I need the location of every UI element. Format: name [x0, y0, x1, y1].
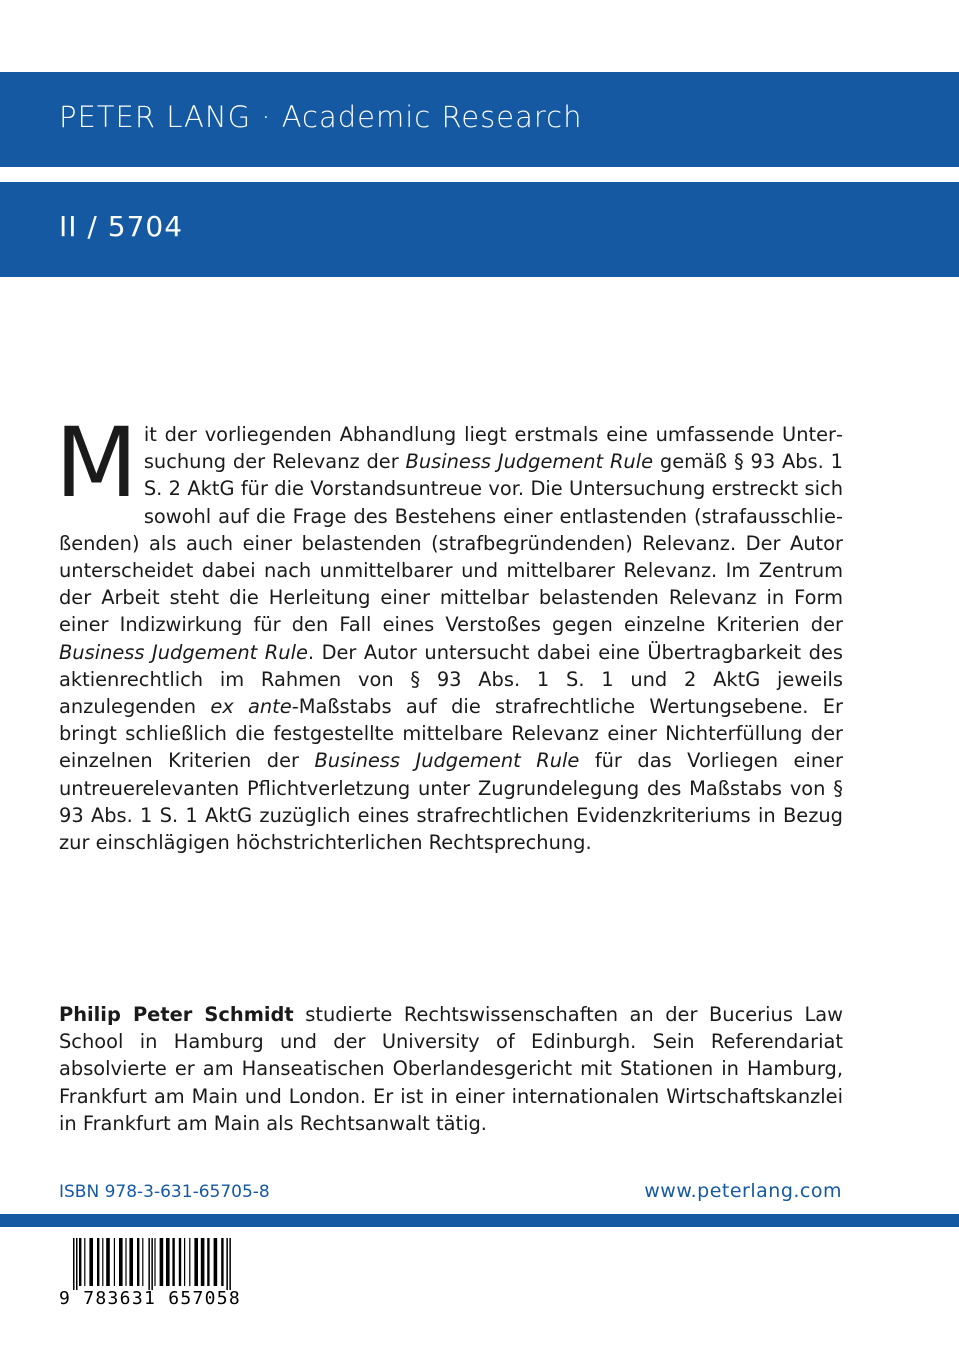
barcode-digits: 9 783631 657058: [59, 1288, 242, 1309]
drop-cap: M: [55, 407, 138, 519]
abstract-segment: -Maßstabs auf die strafrechtliche Wertungsebene. Er bringt schließlich die festgestellte mittelbare Relevanz einer Nichterfüllung der einzelnen Kriterien der: [59, 695, 843, 773]
abstract-segment: gemäß § 93 Abs. 1 S. 2 AktG für die Vorstandsuntreue vor. Die Untersuchung erstreckt sich sowohl auf die Frage des Bestehens einer entlastenden (strafausschließenden) als auch einer belastenden (strafbegründenden) Relevanz. Der Autor unterscheidet dabei nach unmittelbarer und mittelbarer Relevanz. Im Zentrum der Arbeit steht die Herleitung einer mittelbar belastenden Relevanz in Form einer Indizwirkung für den Fall eines Verstoßes gegen einzelne Kriterien der: [59, 450, 844, 637]
barcode-bar: [97, 1238, 99, 1286]
barcode-bar: [207, 1238, 209, 1286]
barcode-bar: [151, 1238, 153, 1290]
author-bio-text: studierte Rechtswissenschaften an der Bucerius Law School in Hamburg und der University of Edinburgh. Sein Referendariat absolvierte er am Hanseatischen Oberlandesgericht mit Stationen in Hamburg, Frankfurt am Main und London. Er ist in einer internationalen Wirtschaftskanzlei in Frankfurt am Main als Rechtsanwalt tätig.: [59, 1003, 843, 1135]
abstract-segment: . Der Autor untersucht dabei eine Übertragbarkeit des aktienrechtlich im Rahmen von § 93 Abs. 1 S. 1 und 2 AktG jeweils anzulegenden: [59, 640, 843, 719]
barcode-bar: [119, 1238, 123, 1286]
barcode-bar: [226, 1238, 228, 1290]
barcode-bar: [73, 1238, 75, 1290]
abstract-paragraph: [55, 407, 844, 856]
barcode-bar: [114, 1238, 115, 1286]
abstract-segment: it der vorliegenden Abhandlung liegt erstmals eine umfassende Untersuchung der Relevanz der: [143, 423, 843, 474]
barcode-bar: [179, 1238, 181, 1286]
barcode-bar: [129, 1238, 133, 1286]
series-number: II / 5704: [59, 210, 184, 243]
author-bio: [59, 1001, 843, 1137]
barcode-bar: [194, 1238, 198, 1286]
barcode-bar: [106, 1238, 110, 1286]
barcode-bar: [189, 1238, 190, 1286]
abstract-segment: für das Vorliegen einer untreuerelevanten Pflichtverletzung unter Zugrundelegung des Maßstabs von § 93 Abs. 1 S. 1 AktG zuzüglich eines strafrechtlichen Evidenzkriteriums in Bezug zur einschlägigen höchstrichterlichen Rechtsprechung.: [59, 749, 844, 855]
barcode-bar: [102, 1238, 103, 1286]
barcode-bars: [59, 1238, 253, 1290]
barcode-bar: [172, 1238, 174, 1286]
isbn: ISBN 978-3-631-65705-8: [59, 1182, 270, 1202]
abstract-segment-italic: Business Judgement Rule: [405, 450, 654, 474]
footer-rule: [0, 1214, 959, 1227]
barcode-bar: [137, 1238, 139, 1286]
abstract-segment-italic: ex ante: [210, 695, 292, 719]
barcode-bar: [184, 1238, 185, 1286]
barcode-bar: [89, 1238, 93, 1286]
website-link[interactable]: www.peterlang.com: [644, 1180, 842, 1202]
author-name: Philip Peter Schmidt: [59, 1003, 294, 1026]
barcode-bar: [201, 1238, 205, 1286]
barcode-bar: [79, 1238, 81, 1286]
barcode: [59, 1238, 253, 1312]
barcode-bar: [160, 1238, 164, 1286]
barcode-bar: [84, 1238, 85, 1286]
barcode-bar: [125, 1238, 126, 1286]
barcode-bar: [166, 1238, 170, 1286]
abstract-segment-italic: Business Judgement Rule: [59, 640, 308, 664]
barcode-bar: [154, 1238, 155, 1286]
barcode-bar: [221, 1238, 223, 1286]
barcode-bar: [148, 1238, 150, 1290]
abstract-segment-italic: Business Judgement Rule: [314, 749, 580, 773]
barcode-bar: [214, 1238, 218, 1286]
barcode-bar: [76, 1238, 78, 1290]
barcode-bar: [142, 1238, 143, 1286]
series-title: PETER LANG · Academic Research: [59, 100, 583, 134]
barcode-bar: [229, 1238, 231, 1290]
